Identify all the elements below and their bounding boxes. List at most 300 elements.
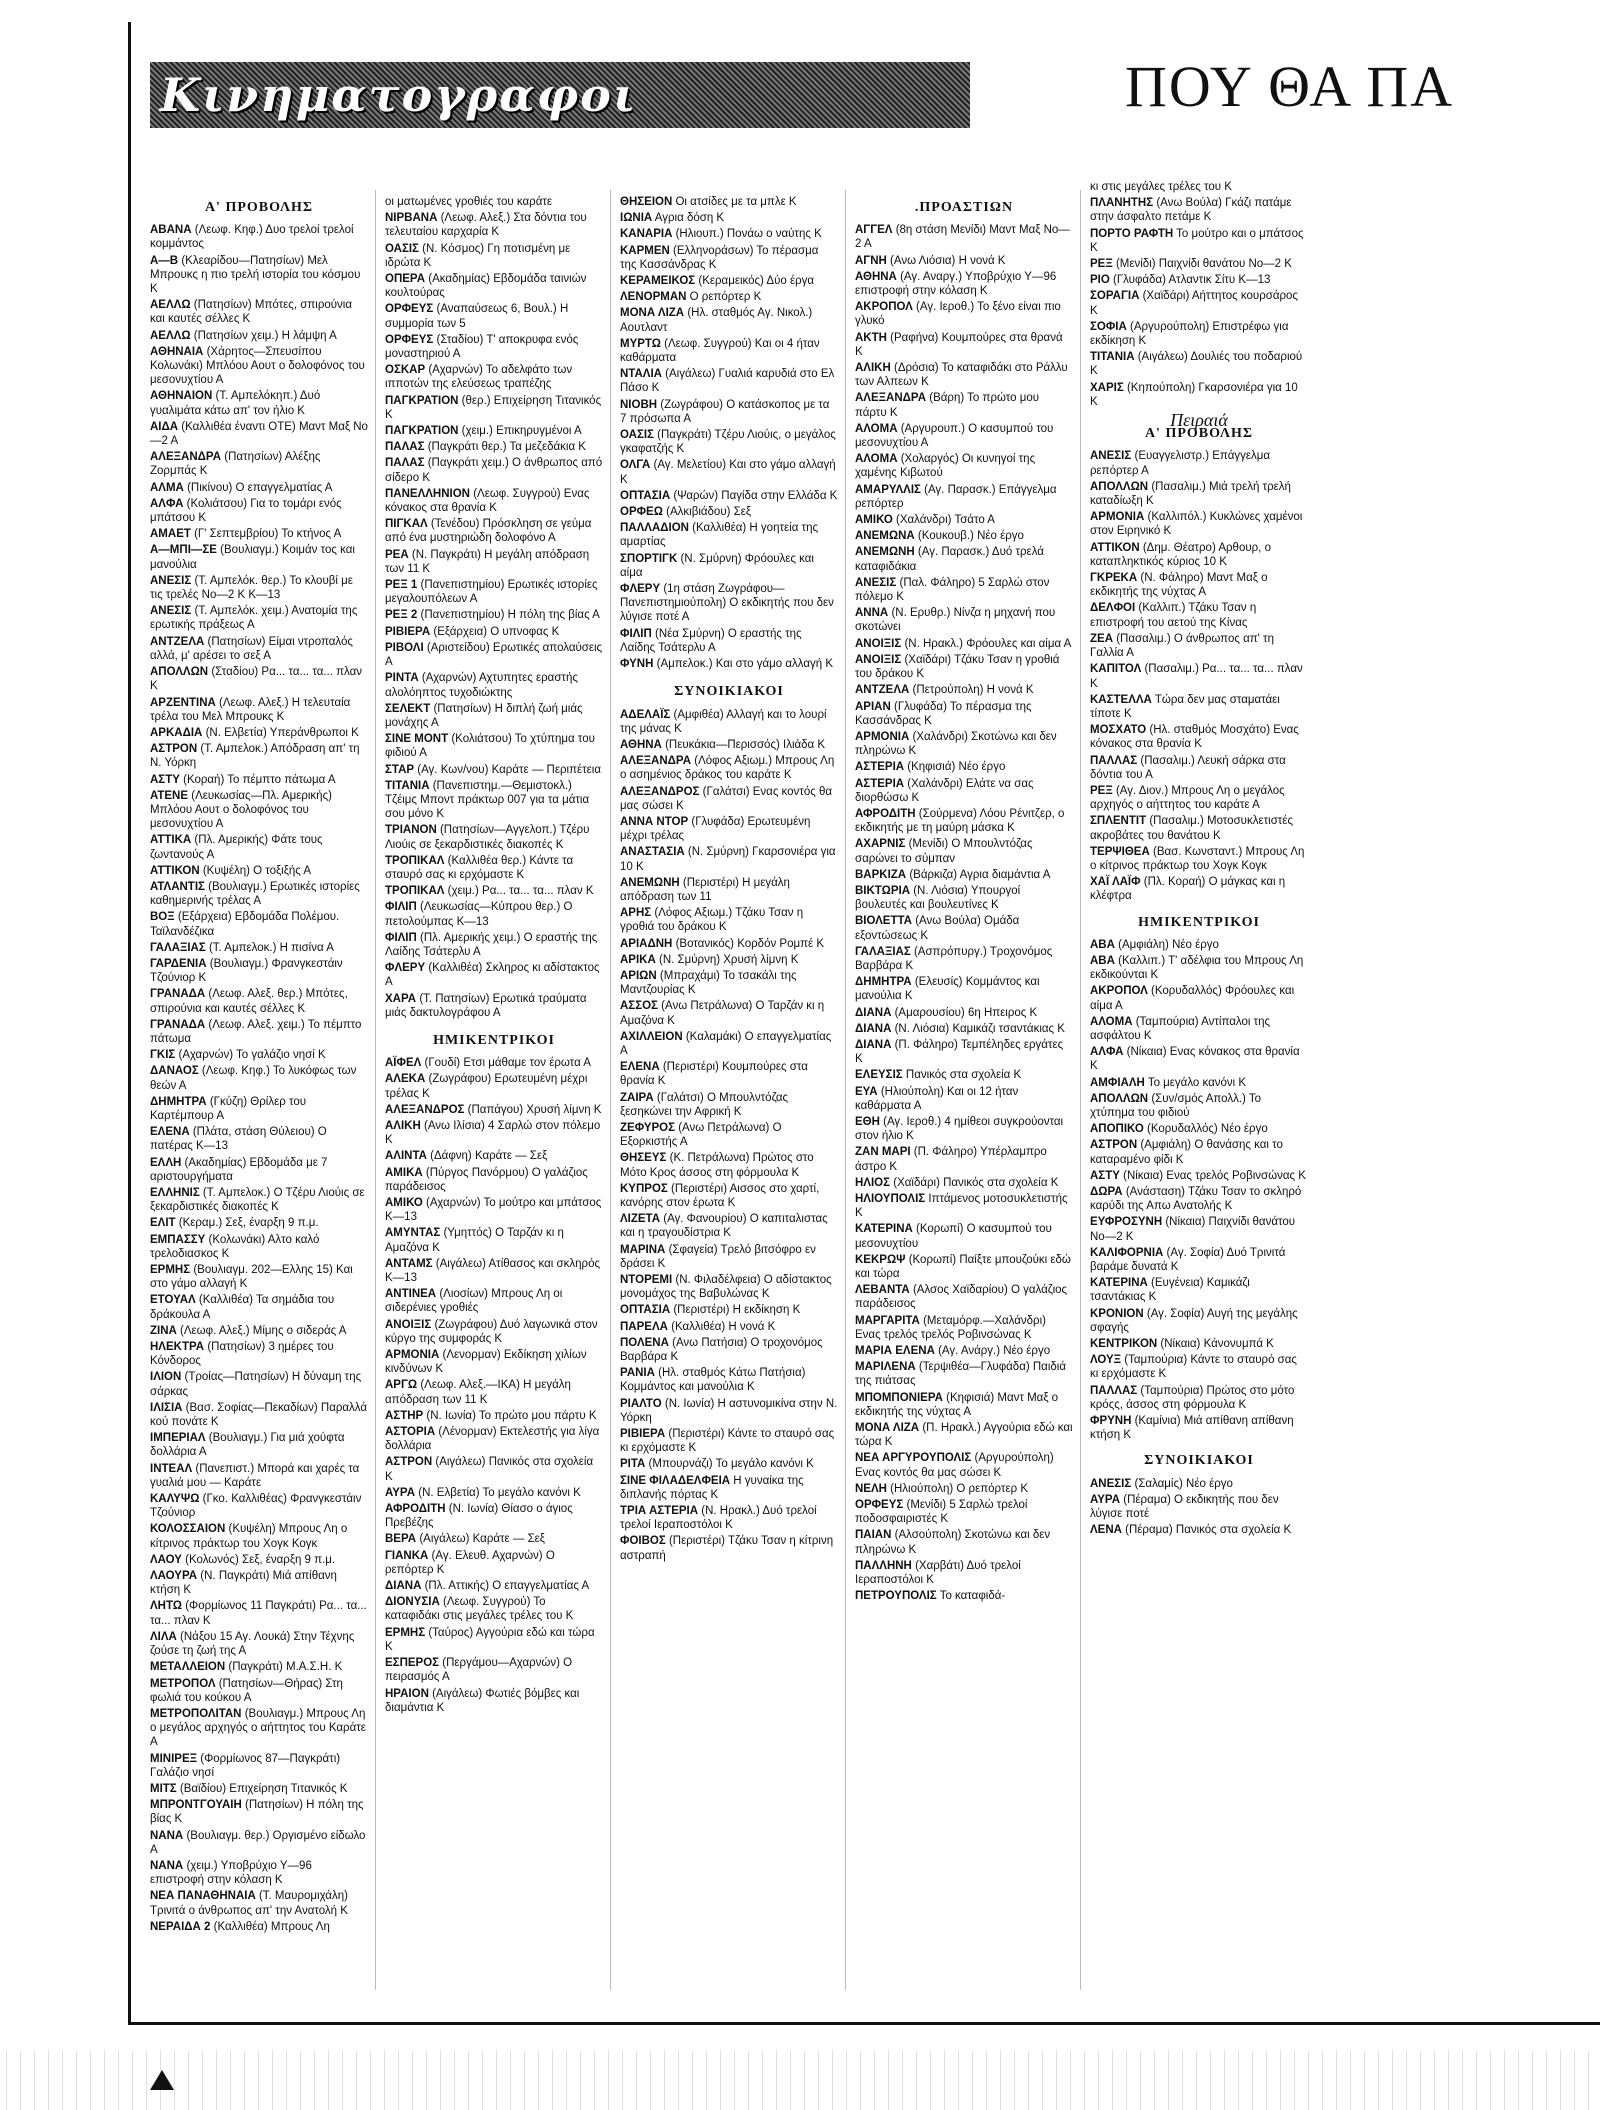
cinema-listing (620, 1151, 838, 1179)
column-divider (845, 190, 846, 1990)
cinema-listing (1090, 289, 1308, 317)
film-info: (Λεωφ. Αλεξ.) Η τελευταία τρέλα του Μελ Μπρουκς Κ (150, 696, 351, 723)
cinema-name: ΑΝΟΙΞΙΣ (855, 637, 902, 650)
cinema-name: ΒΑΡΚΙΖΑ (855, 868, 907, 881)
film-info: (Αναπαύσεως 6, Βουλ.) Η συμμορία των 5 (385, 303, 569, 330)
cinema-name: ΒΕΡΑ (385, 1533, 417, 1546)
cinema-name: ΚΕΝΤΡΙΚΟΝ (1090, 1338, 1158, 1351)
cinema-listing (1090, 601, 1308, 629)
film-info: κι στις μεγάλες τρέλες του Κ (1090, 181, 1232, 193)
cinema-listing (385, 517, 603, 545)
cinema-name: ΑΣΤΥ (1090, 1169, 1120, 1182)
cinema-name: ΝΕΑ ΠΑΝΑΘΗΝΑΙΑ (150, 1890, 256, 1903)
cinema-name: ΑΛΙΝΤΑ (385, 1150, 427, 1163)
cinema-listing (620, 1091, 838, 1119)
cinema-listing (1090, 480, 1308, 508)
cinema-name: ΑΛΜΑ (150, 481, 184, 494)
cinema-name: ΝΕΛΗ (855, 1482, 887, 1495)
film-info: (Πατησίων) Η πόλη της βίας Κ (150, 1799, 364, 1826)
cinema-listing (385, 211, 603, 239)
cinema-name: ΟΑΣΙΣ (385, 242, 419, 255)
cinema-name: ΑΛΦΑ (1090, 1046, 1124, 1059)
film-info: (Ν. Ηρακλ.) Δυό τρελοί τρελοί Ιεραποστόλοι Κ (620, 1505, 817, 1532)
cinema-name: ΡΕΞ (1090, 784, 1113, 797)
cinema-name: ΔΙΑΝΑ (855, 1006, 892, 1019)
film-info: (Πλ. Αμερικής) Φάτε τους ζωντανούς Α (150, 834, 323, 861)
cinema-listing (855, 730, 1073, 758)
film-info: (Ν. Ιωνία) Η αστυνομικίνα στην Ν. Υόρκη (620, 1397, 838, 1424)
cinema-name: ΦΟΙΒΟΣ (620, 1535, 666, 1548)
film-info: (Αχαρνών) Το μούτρο και μπάτσος Κ—13 (385, 1197, 602, 1224)
film-info: (Καμίνια) Μιά απίθανη απίθανη κτήση Κ (1090, 1415, 1294, 1442)
column-2 (385, 195, 603, 1717)
cinema-listing (620, 1303, 838, 1317)
cinema-listing (855, 868, 1073, 882)
film-info: (Τ. Αμπελόκ. θερ.) Το κλουβί με τις τρελές Νο—2 Κ Κ—13 (150, 574, 353, 602)
film-info: (Ζωγράφου) Ο κατάσκοπος με τα 7 πρόσωπα Α (620, 398, 830, 425)
cinema-name: ΑΝΟΙΞΙΣ (385, 1318, 432, 1331)
cinema-name: ΑΡΗΣ (620, 907, 652, 920)
cinema-listing (385, 1687, 603, 1715)
film-info: (Κηφισιά) Μαντ Μαξ ο εκδικητής της νύχτας Α (855, 1391, 1059, 1418)
film-info: (Ηλ. σταθμός Αγ. Νικολ.) Αουτλαντ (620, 307, 813, 334)
cinema-listing (620, 754, 838, 782)
cinema-name: ΑΛΟΜΑ (1090, 1015, 1133, 1028)
cinema-name: ΕΣΠΕΡΟΣ (385, 1657, 440, 1670)
cinema-listing (150, 1340, 368, 1368)
cinema-name: ΖΙΝΑ (150, 1324, 177, 1337)
film-info: (Λεωφ. Αλεξ.) Στα δόντια του τελευταίου καρχαρία Κ (385, 212, 587, 239)
cinema-name: Α—ΜΠΙ—ΣΕ (150, 544, 217, 557)
cinema-listing (385, 671, 603, 699)
cinema-listing (620, 708, 838, 736)
cinema-listing (620, 505, 838, 519)
cinema-listing (385, 1579, 603, 1593)
cinema-listing (1090, 938, 1308, 952)
cinema-listing (385, 625, 603, 639)
film-info: (χειμ.) Ρα... τα... τα... πλαν Κ (447, 885, 594, 898)
film-info: (Αμφιάλη) Ο θανάσης και το καταραμένο φίδι Κ (1090, 1139, 1283, 1166)
film-info: (Εξάρχεια) Ο υπνοφας Κ (433, 625, 560, 638)
film-info: (Κορυδαλλός) Νέο έργο (1146, 1123, 1268, 1136)
cinema-name: ΕΛΛΗ (150, 1156, 182, 1169)
cinema-listing (855, 1253, 1073, 1281)
film-info: (Ν. Φιλαδέλφεια) Ο αδίστακτος μονομάχος της Βαβυλώνας Κ (620, 1274, 832, 1301)
cinema-listing (855, 1498, 1073, 1526)
cinema-listing (620, 953, 838, 967)
cinema-name: ΑΛΦΑ (150, 497, 184, 510)
film-info: (Καλλιθέα) Η νονά Κ (671, 1320, 776, 1333)
cinema-name: ΑΡΓΩ (385, 1379, 418, 1392)
cinema-listing (1090, 541, 1308, 569)
cinema-listing (150, 298, 368, 326)
cinema-listing (855, 223, 1073, 251)
cinema-listing (385, 702, 603, 730)
cinema-listing (1090, 350, 1308, 378)
cinema-name: ΟΛΓΑ (620, 459, 651, 472)
cinema-name: ΤΙΤΑΝΙΑ (1090, 351, 1135, 364)
film-info: (Ν. Ερυθρ.) Νίνζα η μηχανή που σκοτώνει (855, 607, 1056, 634)
cinema-name: ΑΧΑΡΝΙΣ (855, 838, 906, 851)
cinema-listing (385, 456, 603, 484)
cinema-listing (1090, 1122, 1308, 1136)
film-info: (Καλαμάκι) Ο επαγγελματίας Α (620, 1030, 832, 1057)
film-info: (Αχαρνών) Το γαλάζιο νησί Κ (178, 1049, 326, 1062)
cinema-listing (385, 242, 603, 270)
cinema-listing (150, 1630, 368, 1658)
cinema-listing (620, 1336, 838, 1364)
film-info: (Ακαδημίας) Εβδομάδα με 7 αριστουργήματα (150, 1156, 328, 1183)
cinema-name: ΔΙΑΝΑ (855, 1038, 892, 1051)
film-info: (Π. Φάληρο) Τεμπέληδες εργάτες Κ (855, 1038, 1064, 1066)
cinema-listing (150, 987, 368, 1015)
cinema-listing (620, 274, 838, 288)
cinema-name: ΑΝΕΣΙΣ (150, 605, 192, 618)
cinema-listing (855, 837, 1073, 865)
cinema-listing (620, 845, 838, 873)
cinema-name: ΑΜΙΚΟ (855, 514, 893, 527)
cinema-listing (385, 1409, 603, 1423)
cinema-listing (150, 543, 368, 571)
cinema-name: ΑΘΗΝΑΙΑ (150, 345, 204, 358)
cinema-listing (150, 574, 368, 602)
film-info: (Νίκαια) Ενας τρελός Ροβινσώνας Κ (1123, 1169, 1306, 1182)
film-info: (Αιγάλεω) Φωτιές βόμβες και διαμάντια Κ (385, 1687, 580, 1714)
cinema-listing (620, 906, 838, 934)
film-info: (Δάφνη) Καράτε — Σεξ (430, 1150, 548, 1163)
cinema-listing (855, 545, 1073, 573)
cinema-listing (385, 1656, 603, 1684)
cinema-name: ΑΝΕΜΩΝΑ (855, 530, 915, 543)
section-heading: Α' ΠΡΟΒΟΛΗΣ (1144, 426, 1254, 442)
cinema-name: ΑΣΣΟΣ (620, 1000, 658, 1013)
cinema-name: ΑΘΗΝΑΙΟΝ (150, 390, 213, 403)
film-info: (Ζωγράφου) Ερωτευμένη μέχρι τρέλας Κ (385, 1073, 588, 1100)
cinema-name: ΡΙΒΙΕΡΑ (385, 625, 431, 638)
section-heading: .ΠΡΟΑΣΤΙΩΝ (914, 200, 1014, 215)
cinema-listing (150, 742, 368, 770)
cinema-listing (855, 777, 1073, 805)
cinema-listing (150, 1859, 368, 1887)
film-info: (Λιοσίων) Μπρους Λη οι σιδερένιες γροθιές (385, 1288, 563, 1315)
cinema-name: ΧΑΡΙΣ (1090, 381, 1124, 394)
cinema-name: ΡΕΞ (1090, 258, 1113, 271)
cinema-name: ΕΜΠΑΣΣΥ (150, 1233, 206, 1246)
cinema-listing (150, 941, 368, 955)
cinema-listing (855, 1528, 1073, 1556)
cinema-listing (150, 1660, 368, 1674)
cinema-listing (385, 1425, 603, 1453)
cinema-listing (150, 880, 368, 908)
film-info: (Τ. Αμπελοκ.) Ο Τζέρυ Λιούις σε ξεκαρδιστικές διακοπές Κ (150, 1187, 365, 1214)
film-info: (Ανω Πατήσια) Ο τροχονόμος Βαρβάρα Κ (620, 1336, 823, 1364)
film-info: (Εξάρχεια) Εβδομάδα Πολέμου. Ταϊλανδέζικα (150, 911, 340, 938)
cinema-listing (620, 999, 838, 1027)
film-info: (Γλυφάδα) Ατλαντικ Σίτυ Κ—13 (1113, 274, 1271, 287)
film-info: (Καλλιπόλ.) Κυκλώνες χαμένοι στον Ειρηνικό Κ (1090, 511, 1303, 538)
city-subheading: Πειραιά (1170, 410, 1228, 431)
film-info: (Ν. Παγκράτι) Η μεγάλη απόδραση των 11 Κ (385, 548, 590, 575)
cinema-listing (620, 969, 838, 997)
film-info: (Ν. Ελβετία) Υπεράνθρωποι Κ (205, 726, 359, 739)
cinema-listing (620, 337, 838, 365)
cinema-listing (620, 211, 838, 225)
film-info: (Κολωνός) Σεξ, έναρξη 9 π.μ. (185, 1553, 336, 1566)
cinema-name: ΑΛΙΚΗ (855, 362, 891, 375)
cinema-name: ΡΙΑΛΤΟ (620, 1397, 662, 1410)
cinema-name: ΚΑΛΙΦΟΡΝΙΑ (1090, 1246, 1164, 1259)
cinema-listing (150, 1599, 368, 1627)
cinema-name: ΑΝΕΣΙΣ (1090, 1477, 1132, 1490)
cinema-name: ΜΕΤΑΛΛΕΙΟΝ (150, 1661, 226, 1674)
cinema-listing (1090, 196, 1308, 224)
cinema-listing (1090, 723, 1308, 751)
cinema-listing (620, 1474, 838, 1502)
cinema-name: ΟΠΕΡΑ (385, 273, 426, 286)
film-info: (Αργυρούπολη) Ενας κοντός θα μας σώσει Κ (855, 1452, 1054, 1479)
film-info: (Βουλιαγμ.) Κοιμάν τος και μανούλια (150, 544, 355, 571)
cinema-name: ΘΗΣΕΥΣ (620, 1152, 667, 1165)
cinema-listing (620, 1366, 838, 1394)
film-info: (Ν. Λιόσια) Καμικάζι τσαντάκιας Κ (894, 1022, 1065, 1035)
cinema-name: ΦΙΛΙΠ (620, 627, 652, 640)
film-info: (Ραφήνα) Κουμπούρες στα θρανά Κ (855, 331, 1063, 358)
cinema-name: ΡΙΒΟΛΙ (385, 641, 424, 654)
film-info: (Υμηττός) Ο Ταρζάν κι η Αμαζόνα Κ (385, 1227, 564, 1254)
cinema-listing (620, 1534, 838, 1562)
cinema-listing (385, 1103, 603, 1117)
cinema-listing (855, 361, 1073, 389)
cinema-name: ΣΟΦΙΑ (1090, 320, 1127, 333)
cinema-listing (385, 1318, 603, 1346)
cinema-name: ΕΛΕΝΑ (620, 1061, 660, 1074)
film-info: (Βουλιαγμ.) Ερωτικές ιστορίες καθημερινής τρέλας Α (150, 880, 360, 908)
film-info: (Νίκαια) Παιχνίδι θανάτου Νο—2 Κ (1090, 1216, 1296, 1243)
film-info: (Τενέδου) Πρόσκληση σε γεύμα από ένα μυστηριώδη δολοφόνο Α (385, 518, 592, 545)
cinema-name: ΣΕΛΕΚΤ (385, 702, 431, 715)
film-info: (Τροίας—Πατησίων) Η δύναμη της σάρκας (150, 1371, 362, 1398)
cinema-listing (385, 440, 603, 454)
film-info: (Αγ. Παρασκ.) Δυό τρελά καταφιδάκια (855, 546, 1044, 573)
cinema-listing (855, 452, 1073, 480)
cinema-listing (855, 1022, 1073, 1036)
cinema-name: ΟΠΤΑΣΙΑ (620, 489, 671, 502)
cinema-listing (385, 1595, 603, 1623)
cinema-listing (855, 1360, 1073, 1388)
cinema-name: ΑΜΙΚΟ (385, 1197, 423, 1209)
cinema-name: ΑΛΕΞΑΝΔΡΑ (620, 755, 692, 768)
film-info: (Αγ. Σοφία) Αυγή της μεγάλης σφαγής (1090, 1307, 1298, 1334)
film-info: (Γ' Σεπτεμβρίου) Το κτήνος Α (194, 528, 342, 541)
cinema-name: ΑΥΡΑ (385, 1486, 416, 1499)
cinema-listing (385, 1056, 603, 1070)
film-info: (Αιγάλεω) Δουλιές του ποδαριού Κ (1090, 351, 1303, 378)
film-info: (Κυψέλη) Ο τοξιξής Α (202, 864, 312, 877)
page-headline: ΠΟΥ ΘΑ ΠΑ (1125, 54, 1455, 119)
cinema-listing (385, 931, 603, 959)
film-info: (Πλ. Αττικής) Ο επαγγελματίας Α (424, 1580, 590, 1593)
film-info: (Βουλιαγμ.) Για μιά χούφτα δολλάρια Α (150, 1432, 345, 1459)
film-info: (Καλλιθέα) Σκληρος κι αδίστακτος Α (385, 962, 600, 989)
cinema-name: ΕΘΗ (855, 1115, 880, 1128)
cinema-listing (1090, 954, 1308, 982)
cinema-name: ΜΑΡΓΑΡΙΤΑ (855, 1314, 920, 1327)
cinema-name: ΑΝΕΣΙΣ (1090, 450, 1132, 463)
film-info: (Ηλιουπ.) Πονάω ο ναύτης Κ (675, 228, 822, 241)
cinema-name: ΑΝΟΙΞΙΣ (855, 653, 902, 666)
cinema-listing (385, 732, 603, 760)
cinema-listing (855, 1589, 1073, 1603)
cinema-listing (1090, 1092, 1308, 1120)
cinema-name: ΓΚΡΕΚΑ (1090, 572, 1138, 585)
film-info: (Βουλιαγμ.) Μπρους Λη ο μεγάλος αρχηγός ο αήττητος του Καράτε Α (150, 1707, 366, 1749)
cinema-listing (855, 606, 1073, 634)
cinema-listing (385, 548, 603, 576)
cinema-listing (855, 1068, 1073, 1082)
film-info: (Αγ. Ανάργ.) Νέο έργο (938, 1345, 1051, 1358)
cinema-name: ΑΡΜΟΝΙΑ (385, 1349, 440, 1362)
cinema-listing (620, 367, 838, 395)
cinema-name: ΑΔΕΛΑΪΣ (620, 708, 671, 721)
cinema-listing (620, 428, 838, 456)
cinema-listing (855, 1559, 1073, 1587)
film-info: (Αιγάλεω) Γυαλιά καρυδιά στο Ελ Πάσο Κ (620, 368, 835, 395)
cinema-name: ΑΛΙΚΗ (385, 1119, 421, 1132)
film-info: (Γαλάτσι) Ο Μπουλντόζας ξεσηκώνει την Αφρική Κ (620, 1091, 789, 1118)
cinema-name: ΚΑΤΕΡΙΝΑ (855, 1223, 913, 1236)
cinema-listing (150, 223, 368, 251)
film-info: (Λένορμαν) Εκτελεστής για λίγα δολλάρια (385, 1426, 600, 1453)
cinema-listing (150, 420, 368, 448)
cinema-listing (620, 398, 838, 426)
film-info: (Μπραχάμι) Το τσακάλι της Μαντζουρίας Κ (620, 969, 797, 997)
cinema-name: ΚΕΡΑΜΕΙΚΟΣ (620, 275, 696, 288)
cinema-listing (1090, 1045, 1308, 1073)
film-info: (Γαλάτσι) Ενας κοντός θα μας σώσει Κ (620, 785, 833, 812)
film-info: (Αγ. Μελετίου) Και στο γάμο αλλαγή Κ (620, 459, 836, 486)
cinema-listing (1090, 1477, 1308, 1491)
film-info: (Βοτανικός) Κορδόν Ρομπέ Κ (675, 937, 825, 950)
cinema-name: ΑΡΖΕΝΤΙΝΑ (150, 696, 216, 709)
cinema-name: ΓΑΛΑΞΙΑΣ (150, 941, 206, 954)
film-info: (Πλάτα, στάση Θύλειου) Ο πατέρας Κ—13 (150, 1126, 327, 1153)
cinema-name: ΚΑΤΕΡΙΝΑ (1090, 1277, 1148, 1290)
film-info: (Αριστείδου) Ερωτικές απολαύσεις Α (385, 641, 603, 669)
cinema-name: ΓΑΛΑΞΙΑΣ (855, 945, 911, 958)
film-info: (Πευκάκια—Περισσός) Ιλιάδα Κ (665, 738, 826, 751)
cinema-listing (855, 683, 1073, 697)
cinema-listing (1090, 381, 1308, 409)
cinema-name: ΕΛΕΝΑ (150, 1126, 190, 1139)
cinema-listing (855, 300, 1073, 328)
column-5 (1090, 180, 1308, 1539)
film-info: (Βάρη) Το πρώτο μου πάρτυ Κ (855, 392, 1040, 419)
cinema-name: ΑΝΤΑΜΣ (385, 1257, 433, 1270)
film-info: (Πατησίων) Μπότες, σπιρούνια και καυτές σέλλες Κ (150, 299, 352, 326)
cinema-name: ΕΛΕΥΣΙΣ (855, 1069, 903, 1082)
cinema-listing (385, 195, 603, 209)
film-info: (Πασαλιμ.) Ρα... τα... τα... πλαν Κ (1090, 663, 1303, 690)
film-info: (Κεραμεικός) Δύο έργα (698, 275, 815, 288)
cinema-listing (150, 696, 368, 724)
cinema-name: ΝΤΟΡΕΜΙ (620, 1274, 673, 1287)
film-info: (Βάρκιζα) Αγρια διαμάντια Α (909, 868, 1051, 881)
cinema-name: ΑΜΦΙΑΛΗ (1090, 1076, 1145, 1089)
film-info: (Ν. Ελβετία) Το μεγάλο κανόνι Κ (418, 1486, 581, 1499)
film-info: (Αιγάλεω) Καράτε — Σεξ (419, 1533, 545, 1546)
cinema-listing (385, 608, 603, 622)
cinema-name: ΕΛΛΗΝΙΣ (150, 1187, 200, 1199)
film-info: (Ταμπούρια) Κάντε το σταυρό σας κι ερχόμαστε Κ (1090, 1354, 1297, 1381)
cinema-listing (1090, 1523, 1308, 1537)
cinema-name: ΦΛΕΡΥ (385, 962, 426, 975)
cinema-listing (150, 1462, 368, 1490)
section-heading: ΣΥΝΟΙΚΙΑΚΟΙ (1144, 1453, 1254, 1469)
cinema-name: ΣΠΛΕΝΤΙΤ (1090, 815, 1147, 828)
cinema-name: ΑΠΟΠΙΚΟ (1090, 1123, 1144, 1136)
film-info: (Τ. Αμπελοκ.) Απόδραση απ' τη Ν. Υόρκη (150, 743, 360, 770)
cinema-listing (150, 1522, 368, 1550)
cinema-name: ΑΣΤΟΡΙΑ (385, 1426, 436, 1439)
film-info: (Πέραμα) Πανικός στα σχολεία Κ (1125, 1524, 1292, 1537)
film-info: (Παγκράτι) Μ.Α.Σ.Η. Κ (228, 1661, 343, 1674)
film-info: (Ν. Κόσμος) Γη ποτισμένη με ιδρώτα Κ (385, 242, 571, 269)
cinema-name: ΠΑΛΑΣ (385, 441, 425, 454)
cinema-listing (620, 1243, 838, 1271)
cinema-name: ΡΙΟ (1090, 274, 1110, 287)
cinema-listing (855, 513, 1073, 527)
film-info: (Λεωφ. Κηφ.) Δυο τρελοί τρελοί κομμάντος (150, 224, 354, 251)
film-info: (Αγ. Ιεροθ.) Το ξένο είναι πιο γλυκό (855, 301, 1061, 328)
cinema-listing (620, 582, 838, 625)
film-info: (Λόφος Αξιωμ.) Τζάκυ Τσαν η γροθιά του δράκου Κ (620, 907, 804, 934)
cinema-name: ΖΑΝ ΜΑΡΙ (855, 1146, 911, 1159)
film-info: (1η στάση Ζωγράφου—Πανεπιστημιούπολη) Ο εκδικητής που δεν λύγισε ποτέ Α (620, 583, 834, 624)
film-info: (Πασαλιμ.) Μιά τρελή τρελή καταδίωξη Κ (1090, 480, 1291, 508)
film-info: (Γουδί) Ετσι μάθαμε τον έρωτα Α (424, 1057, 591, 1070)
cinema-name: ΑΕΛΛΩ (150, 329, 191, 342)
film-info: (Φορμίωνος 11 Παγκράτι) Ρα... τα... τα... πλαν Κ (150, 1600, 367, 1627)
cinema-name: ΑΡΚΑΔΙΑ (150, 726, 203, 739)
cinema-listing (150, 1186, 368, 1214)
cinema-listing (620, 815, 838, 843)
film-info: (Γλυφάδα) Ερωτευμένη μέχρι τρέλας (620, 815, 811, 843)
cinema-name: ΑΣΤΗΡ (385, 1409, 424, 1422)
film-info: (Ελευσίς) Κομμάντος και μανούλια Κ (855, 976, 1040, 1003)
cinema-listing (1090, 1215, 1308, 1243)
film-info: Η γυναίκα της διπλανής πόρτας Κ (620, 1474, 804, 1501)
cinema-name: ΑΥΡΑ (1090, 1493, 1121, 1506)
cinema-listing (385, 1257, 603, 1285)
cinema-name: ΘΗΣΕΙΟΝ (620, 196, 673, 208)
cinema-listing (1090, 984, 1308, 1012)
film-info: (Κολιάτσου) Το χτύπημα του φιδιού Α (385, 733, 595, 760)
cinema-name: ΓΡΑΝΑΔΑ (150, 988, 206, 1001)
cinema-listing (150, 1233, 368, 1261)
film-info: (Λεωφ. Αλεξ.—ΙΚΑ) Η μεγάλη απόδραση των 11 Κ (385, 1379, 571, 1406)
cinema-listing (1090, 1276, 1308, 1304)
cinema-name: ΠΕΤΡΟΥΠΟΛΙΣ (855, 1590, 937, 1603)
cinema-listing (150, 789, 368, 832)
cinema-name: ΔΙΑΝΑ (855, 1022, 892, 1035)
cinema-listing (1090, 693, 1308, 721)
film-info: (Τ. Αμπελόκ. χειμ.) Ανατομία της ερωτικής πράξεως Α (150, 605, 358, 632)
cinema-listing (385, 1378, 603, 1406)
cinema-name: ΑΠΟΛΛΩΝ (1090, 1092, 1149, 1105)
film-info: (Ν. Λιόσια) Υπουργοί βουλευτές και βουλευτίνες Κ (855, 884, 1021, 912)
cinema-name: ΑΤΤΙΚΟΝ (1090, 541, 1140, 554)
film-info: (Αλσούπολη) Σκοτώνω και δεν πληρώνω Κ (855, 1529, 1051, 1556)
